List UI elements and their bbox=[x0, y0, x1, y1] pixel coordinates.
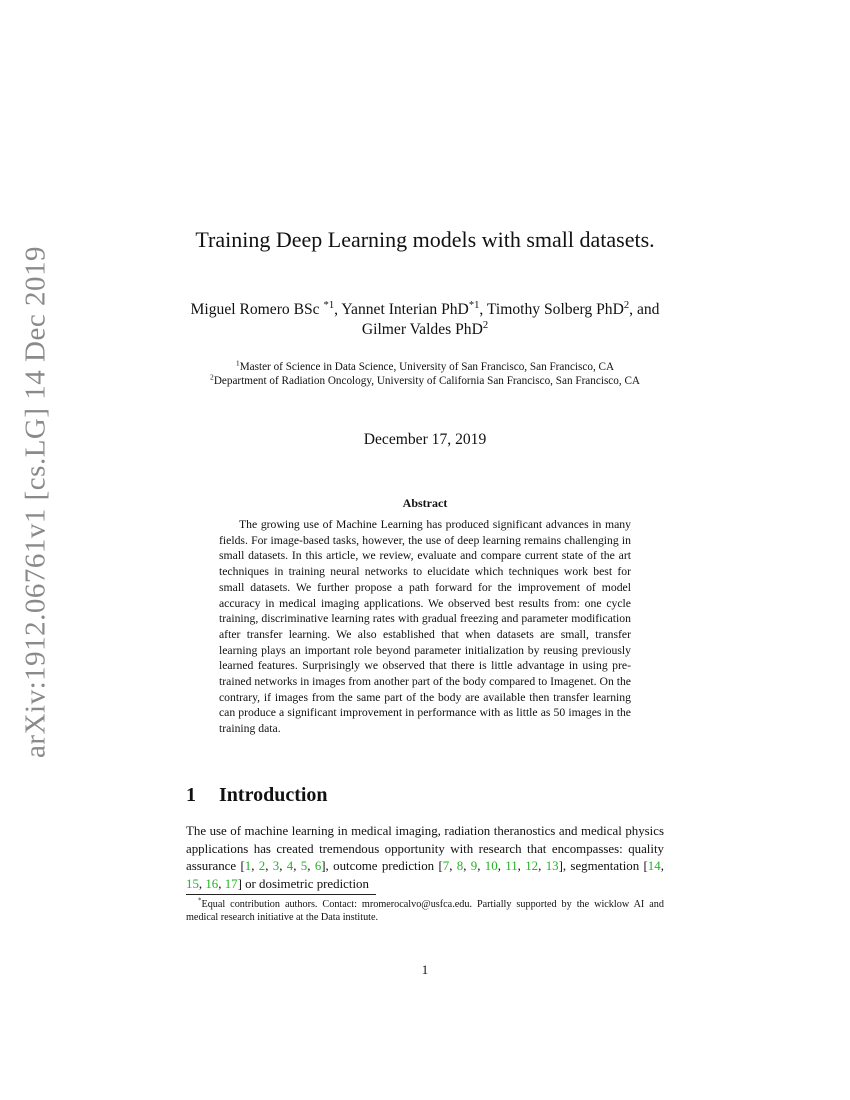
author-name: Miguel Romero BSc bbox=[190, 301, 320, 318]
footnote-divider bbox=[186, 894, 376, 895]
section-title: Introduction bbox=[219, 784, 328, 806]
author-affil-mark: 2 bbox=[482, 319, 489, 331]
paper-date: December 17, 2019 bbox=[363, 431, 487, 448]
author-name: , and Gilmer Valdes PhD bbox=[361, 301, 660, 338]
footnote-text: Equal contribution authors. Contact: mromerocalvo@usfca.edu. Partially supported by the wicklow AI and medical research initiative at the Data institute. bbox=[186, 899, 664, 924]
arxiv-identifier: arXiv:1912.06761v1 [cs.LG] 14 Dec 2019 bbox=[19, 246, 52, 758]
citation-separator: , bbox=[517, 859, 526, 874]
affiliations bbox=[175, 360, 675, 388]
introduction-paragraph bbox=[186, 823, 664, 893]
section-number: 1 bbox=[186, 784, 196, 806]
citation-separator: , bbox=[251, 859, 259, 874]
citation-link[interactable]: 8 bbox=[456, 859, 464, 874]
citation-link[interactable]: 14 bbox=[647, 859, 661, 874]
arxiv-stamp bbox=[2, 246, 70, 758]
body-text: ], segmentation [ bbox=[558, 859, 648, 874]
citation-link[interactable]: 16 bbox=[205, 876, 219, 891]
affiliation-line bbox=[175, 374, 675, 388]
body-text: ], outcome prediction [ bbox=[321, 859, 443, 874]
citation-separator: , bbox=[198, 876, 206, 891]
citation-separator: , bbox=[265, 859, 273, 874]
citation-link[interactable]: 12 bbox=[525, 859, 539, 874]
affiliation-line bbox=[175, 360, 675, 374]
citation-separator: , bbox=[307, 859, 315, 874]
citation-separator: , bbox=[293, 859, 301, 874]
affiliation-text: Master of Science in Data Science, University of San Francisco, San Francisco, CA bbox=[239, 361, 615, 373]
citation-separator: , bbox=[538, 859, 546, 874]
body-text: ] or dosimetric prediction bbox=[237, 876, 369, 891]
citation-separator: , bbox=[477, 859, 485, 874]
author-name: , Timothy Solberg PhD bbox=[479, 301, 624, 318]
citation-link[interactable]: 11 bbox=[505, 859, 518, 874]
citation-group-qa bbox=[245, 859, 322, 873]
abstract-heading: Abstract bbox=[402, 496, 448, 510]
citation-separator: , bbox=[218, 876, 225, 891]
abstract-text: The growing use of Machine Learning has produced significant advances in many fields. For image-based tasks, however, the use of deep learning remains challenging in small datasets. In this article, we review, evaluate and compare current state of the art techniques in training neural networks to elucidate which techniques work best for small datasets. We further propose a path forward for the improvement of model accuracy in medical imaging applications. We observed best results from: one cycle training, discriminative learning rates with gradual freezing and parameter modification after transfer learning. We also established that when datasets are small, transfer learning plays an important role beyond parameter initialization by reusing previously learned features. Surprisingly we observed that there is little advantage in using pre-trained networks in images from another part of the body compared to Imagenet. On the contrary, if images from the same part of the body are available then transfer learning can produce a significant improvement in performance with as little as 50 images in the training data. bbox=[219, 518, 631, 736]
citation-separator: , bbox=[463, 859, 471, 874]
citation-link[interactable]: 2 bbox=[258, 859, 266, 874]
citation-link[interactable]: 6 bbox=[314, 859, 322, 874]
citation-link[interactable]: 15 bbox=[186, 876, 199, 891]
citation-link[interactable]: 10 bbox=[484, 859, 498, 874]
citation-group-outcome bbox=[443, 859, 559, 873]
citation-link[interactable]: 9 bbox=[470, 859, 478, 874]
citation-link[interactable]: 13 bbox=[545, 859, 559, 874]
citation-separator: , bbox=[449, 859, 457, 874]
citation-link[interactable]: 4 bbox=[286, 859, 294, 874]
footnote bbox=[186, 898, 664, 924]
citation-link[interactable]: 7 bbox=[442, 859, 450, 874]
citation-separator: , bbox=[660, 859, 664, 874]
citation-separator: , bbox=[497, 859, 506, 874]
citation-separator: , bbox=[279, 859, 287, 874]
section-heading bbox=[186, 784, 328, 807]
author-name: , Yannet Interian PhD bbox=[334, 301, 469, 318]
citation-link[interactable]: 17 bbox=[224, 876, 238, 891]
citation-link[interactable]: 1 bbox=[244, 859, 252, 874]
citation-link[interactable]: 3 bbox=[272, 859, 280, 874]
page-number: 1 bbox=[421, 963, 429, 977]
footnote-mark: * bbox=[198, 897, 202, 905]
author-affil-mark: *1 bbox=[323, 299, 335, 311]
affiliation-mark: 1 bbox=[235, 358, 240, 368]
author-affil-mark: *1 bbox=[468, 299, 480, 311]
author-affil-mark: 2 bbox=[623, 299, 630, 311]
body-text: The use of machine learning in medical imaging, radiation theranostics and medical physics applications has created tremendous opportunity with research that encompasses: quality assurance [ bbox=[186, 824, 664, 874]
affiliation-mark: 2 bbox=[210, 372, 214, 382]
citation-link[interactable]: 5 bbox=[300, 859, 308, 874]
affiliation-text: Department of Radiation Oncology, University of California San Francisco, San Francisco, CA bbox=[213, 375, 640, 387]
paper-title: Training Deep Learning models with small datasets. bbox=[195, 227, 655, 252]
author-list bbox=[170, 300, 680, 340]
